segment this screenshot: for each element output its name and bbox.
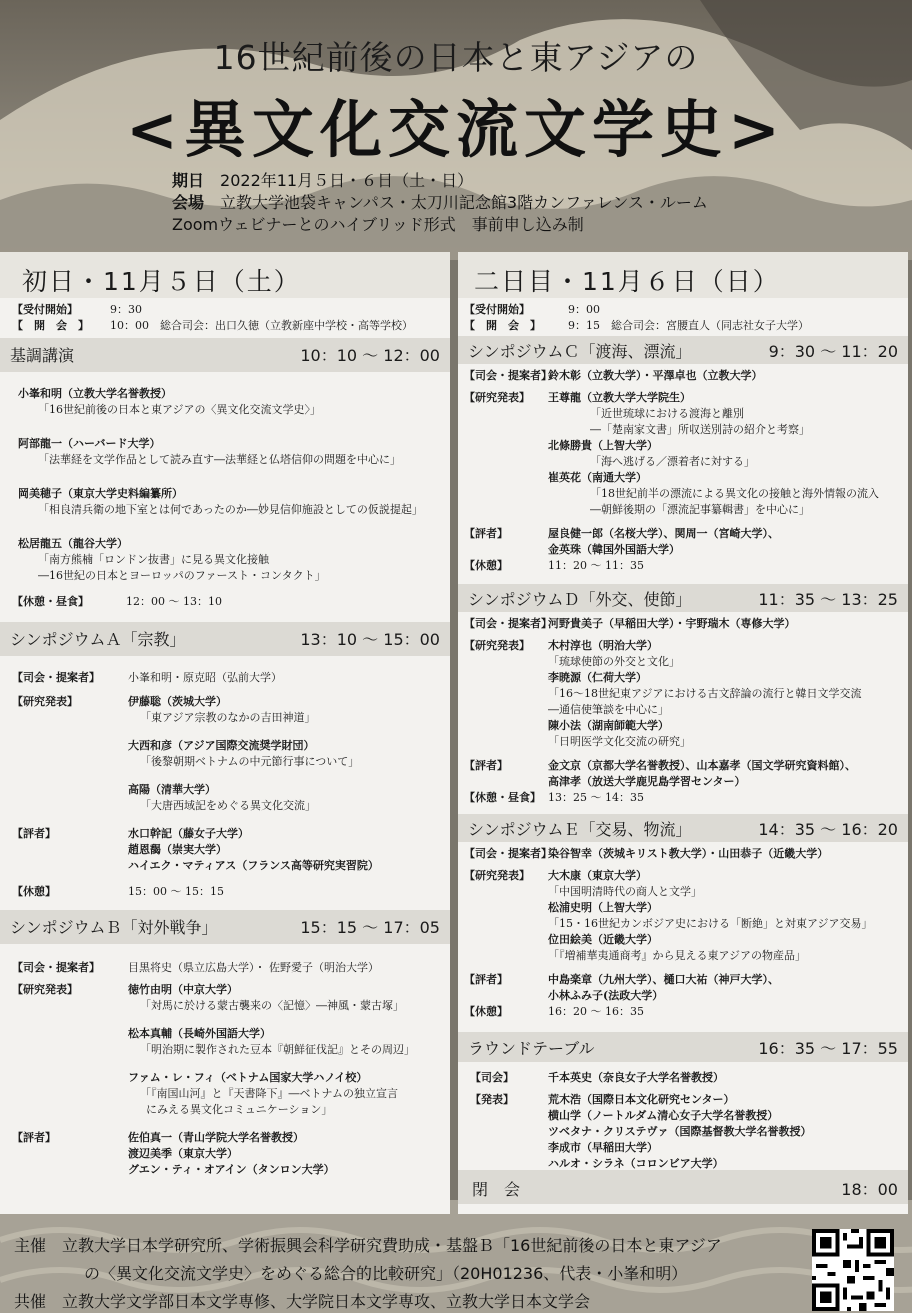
commentator-name: 屋良健一郎（名桜大学）、関周一（宮崎大学）、 [548, 527, 779, 540]
presenter-name: 横山学（ノートルダム清心女子大学名誉教授） [548, 1109, 779, 1122]
venue-label: 会場 [172, 193, 205, 212]
symposium-a-title: シンポジウムＡ「宗教」 [10, 630, 186, 649]
presenter-name: 李暁源（仁荷大学） [548, 671, 647, 684]
lunch-break [0, 594, 450, 622]
presenter-name: ファム・レ・フィ（ベトナム国家大学ハノイ校） [128, 1071, 368, 1084]
keynote-header [0, 338, 450, 372]
organizer-line: 主催 立教大学日本学研究所、学術振興会科学研究費助成・基盤Ｂ「16世紀前後の日本と東アジア [14, 1236, 722, 1255]
commentator-label: 【評者】 [12, 827, 56, 840]
day1-opening [0, 298, 450, 338]
presenter-name: ハルオ・シラネ（コロンビア大学） [548, 1157, 724, 1170]
presenter-name: 陳小法（湖南師範大学） [548, 719, 669, 732]
commentator-name: 中島楽章（九州大学）、樋口大祐（神戸大学）、 [548, 973, 779, 986]
commentator-label: 【評者】 [464, 527, 508, 540]
day2-column [458, 252, 908, 1214]
commentator-name: 金英珠（韓国外国語大学） [548, 543, 680, 556]
symposium-b-title: シンポジウムＢ「対外戦争」 [10, 918, 218, 937]
keynote-talk-title: 「相良清兵衛の地下室とは何であったのか―妙見信仰施設としての仮説提起」 [38, 503, 423, 516]
roundtable-time: 16：35 〜 17：55 [758, 1039, 898, 1058]
commentator-name: 趙恩馤（崇実大学） [128, 843, 227, 856]
break-label: 【休憩】 [12, 885, 56, 898]
presenter-name: 木村淳也（明治大学） [548, 639, 658, 652]
main-title: <異文化交流文学史> [126, 93, 786, 166]
keynote-talk-title: 「16世紀前後の日本と東アジアの〈異文化交流文学史〉」 [38, 403, 322, 416]
reception-time: 9：00 [568, 303, 600, 316]
symposium-a-header [0, 622, 450, 656]
presentation-title: 「『南国山河』と『天書降下』―ベトナムの独立宣言 [140, 1087, 398, 1100]
keynote-title: 基調講演 [10, 346, 75, 365]
presenter-name: 徳竹由明（中京大学） [128, 983, 238, 996]
commentator-name: ハイエク・マティアス（フランス高等研究実習院） [128, 859, 379, 872]
break-time: 13：25 〜 14：35 [548, 791, 644, 804]
presentation-title: 「対馬に於ける蒙古襲来の〈記憶〉―神風・蒙古塚」 [140, 999, 404, 1012]
commentator-label: 【評者】 [12, 1131, 56, 1144]
presentation-title: ―通信使筆談を中心に」 [548, 703, 669, 716]
presentation-title: 「16〜18世紀東アジアにおける古文辞論の流行と韓日文学交流 [548, 687, 862, 700]
presentation-title: 「15・16世紀カンボジア史における「断絶」と対東アジア交易」 [548, 917, 873, 930]
presentation-title: 「琉球使節の外交と文化」 [548, 655, 680, 668]
closing-label: 閉 会 [472, 1180, 521, 1199]
lunch-label: 【休憩・昼食】 [12, 595, 89, 608]
presentation-title: 「近世琉球における渡海と離別 [590, 407, 744, 420]
presenter-name: 伊藤聡（茨城大学） [128, 695, 227, 708]
presentation-label: 【研究発表】 [464, 869, 530, 882]
roundtable-title: ラウンドテーブル [468, 1039, 595, 1058]
organizer-line-cont: の〈異文化交流文学史〉をめぐる総合的比較研究」（20H01236、代表・小峯和明） [84, 1264, 688, 1283]
opening-label: 【 開 会 】 [12, 319, 89, 332]
symposium-b-body [0, 944, 450, 1194]
presentation-title: 「18世紀前半の漂流による異文化の接触と海外情報の流入 [590, 487, 879, 500]
reception-label: 【受付開始】 [464, 303, 530, 316]
roundtable-header [458, 1032, 908, 1062]
symposium-d-body [458, 612, 908, 814]
keynote-speaker: 松居龍五（龍谷大学） [18, 537, 128, 550]
presentation-label: 【研究発表】 [12, 695, 78, 708]
chair-names: 千本英史（奈良女子大学名誉教授） [548, 1071, 724, 1084]
presentation-label: 【研究発表】 [464, 639, 530, 652]
symposium-c-title: シンポジウムＣ「渡海、漂流」 [468, 342, 692, 361]
presenter-name: ツベタナ・クリステヴァ（国際基督教大学名誉教授） [548, 1125, 812, 1138]
event-format: Zoomウェビナーとのハイブリッド形式 事前申し込み制 [172, 215, 584, 234]
symposium-e-header [458, 814, 908, 842]
presenter-name: 松浦史明（上智大学） [548, 901, 658, 914]
symposium-d-time: 11：35 〜 13：25 [758, 590, 898, 609]
symposium-c-time: 9：30 〜 11：20 [768, 342, 898, 361]
subtitle: 16世紀前後の日本と東アジアの [213, 38, 699, 77]
chair-label: 【司会・提案者】 [12, 961, 100, 974]
keynote-talks [0, 372, 450, 594]
reception-time: 9：30 [110, 303, 142, 316]
opening-value: 9：15 総合司会：宮腰直人（同志社女子大学） [568, 319, 809, 332]
presentation-title: 「東アジア宗教のなかの吉田神道」 [140, 711, 316, 724]
chair-label: 【司会】 [470, 1071, 514, 1084]
day1-header: 初日・11月５日（土） [0, 252, 450, 298]
event-venue: 立教大学池袋キャンパス・太刀川記念館3階カンファレンス・ルーム [220, 193, 708, 212]
commentator-name: グエン・ティ・オアイン（タンロン大学） [128, 1163, 335, 1176]
commentator-name: 佐伯真一（青山学院大学名誉教授） [128, 1131, 304, 1144]
presentation-title: 「『増補華夷通商考』から見える東アジアの物産品」 [548, 949, 807, 962]
symposium-b-header [0, 910, 450, 944]
keynote-speaker: 岡美穂子（東京大学史料編纂所） [18, 487, 183, 500]
symposium-e-time: 14：35 〜 16：20 [758, 820, 898, 839]
presentation-title: ―「楚南家文書」所収送別詩の紹介と考察」 [590, 423, 810, 436]
day2-header: 二日目・11月６日（日） [458, 252, 908, 298]
footer [0, 1215, 912, 1313]
presentation-title: 「大唐西域記をめぐる異文化交流」 [140, 799, 316, 812]
cosponsor-line: 共催 立教大学文学部日本文学専修、大学院日本文学専攻、立教大学日本文学会 [14, 1292, 591, 1311]
symposium-a-body [0, 656, 450, 910]
event-date: 2022年11月５日・６日（土・日） [220, 171, 474, 190]
presentation-title: 「中国明清時代の商人と文学」 [548, 885, 702, 898]
break-label: 【休憩】 [464, 1005, 508, 1018]
presentation-title-cont: にみえる異文化コミュニケーション」 [146, 1103, 333, 1116]
commentator-name: 水口幹記（藤女子大学） [128, 827, 249, 840]
chair-names: 染谷智幸（茨城キリスト教大学）・山田恭子（近畿大学） [548, 847, 829, 860]
presenter-name: 王尊龍（立教大学大学院生） [548, 391, 691, 404]
presentation-title: 「明治期に製作された豆本『朝鮮征伐記』とその周辺」 [140, 1043, 415, 1056]
commentator-name: 高津孝（放送大学鹿児島学習センター） [548, 775, 746, 788]
event-info [172, 170, 708, 236]
chair-label: 【司会・提案者】 [12, 671, 100, 684]
keynote-talk-subtitle: ―16世紀の日本とヨーロッパのファースト・コンタクト」 [38, 569, 326, 582]
chair-names: 河野貴美子（早稲田大学）・宇野瑞木（専修大学） [548, 617, 796, 630]
lunch-time: 12：00 〜 13：10 [126, 595, 222, 608]
symposium-a-time: 13：10 〜 15：00 [300, 630, 440, 649]
symposium-b-time: 15：15 〜 17：05 [300, 918, 440, 937]
keynote-speaker: 阿部龍一（ハーバード大学） [18, 437, 161, 450]
presenter-name: 大木康（東京大学） [548, 869, 647, 882]
chair-names: 目黒将史（県立広島大学）・ 佐野愛子（明治大学） [128, 961, 379, 974]
closing-row [458, 1170, 908, 1204]
day2-opening [458, 298, 908, 336]
presentation-label: 【研究発表】 [464, 391, 530, 404]
chair-label: 【司会・提案者】 [464, 369, 552, 382]
chair-names: 鈴木彰（立教大学）・平澤卓也（立教大学） [548, 369, 763, 382]
day1-column [0, 252, 450, 1214]
commentator-name: 渡辺美季（東京大学） [128, 1147, 238, 1160]
commentator-name: 小林ふみ子(法政大学） [548, 989, 664, 1002]
presenter-name: 高陽（清華大学） [128, 783, 216, 796]
break-time: 11：20 〜 11：35 [548, 559, 644, 572]
keynote-time: 10：10 〜 12：00 [300, 346, 440, 365]
break-time: 15：00 〜 15：15 [128, 885, 224, 898]
presentation-label: 【研究発表】 [12, 983, 78, 996]
commentator-name: 金文京（京都大学名誉教授）、山本嘉孝（国文学研究資料館）、 [548, 759, 856, 772]
reception-label: 【受付開始】 [12, 303, 78, 316]
presenter-name: 荒木浩（国際日本文化研究センター） [548, 1093, 735, 1106]
keynote-talk-title: 「法華経を文学作品として読み直す―法華経と仏塔信仰の問題を中心に」 [38, 453, 401, 466]
symposium-c-header [458, 336, 908, 364]
symposium-c-body [458, 364, 908, 584]
closing-time: 18：00 [841, 1180, 898, 1199]
break-label: 【休憩・昼食】 [464, 791, 541, 804]
opening-value: 10：00 総合司会：出口久徳（立教新座中学校・高等学校） [110, 319, 413, 332]
commentator-label: 【評者】 [464, 973, 508, 986]
presentation-title: 「後黎朝期ベトナムの中元節行事について」 [140, 755, 360, 768]
symposium-d-title: シンポジウムＤ「外交、使節」 [468, 590, 692, 609]
presenter-name: 北條勝貴（上智大学） [548, 439, 658, 452]
presentation-label: 【発表】 [470, 1093, 514, 1106]
presentation-title: 「日明医学文化交流の研究」 [548, 735, 691, 748]
keynote-talk-title: 「南方熊楠「ロンドン抜書」に見る異文化接触 [38, 553, 269, 566]
presenter-name: 位田絵美（近畿大学） [548, 933, 658, 946]
presenter-name: 崔英花（南通大学） [548, 471, 647, 484]
presenter-name: 大西和彦（アジア国際交流奨学財団） [128, 739, 315, 752]
break-label: 【休憩】 [464, 559, 508, 572]
roundtable-body [458, 1062, 908, 1170]
break-time: 16：20 〜 16：35 [548, 1005, 644, 1018]
keynote-speaker: 小峯和明（立教大学名誉教授） [18, 387, 172, 400]
presentation-title: 「海へ逃げる／漂着者に対する」 [590, 455, 755, 468]
chair-names: 小峯和明・原克昭（弘前大学） [128, 671, 282, 684]
presenter-name: 松本真輔（長崎外国語大学） [128, 1027, 271, 1040]
commentator-label: 【評者】 [464, 759, 508, 772]
date-label: 期日 [172, 171, 205, 190]
chair-label: 【司会・提案者】 [464, 847, 552, 860]
symposium-e-body [458, 842, 908, 1032]
symposium-d-header [458, 584, 908, 612]
presenter-name: 李成市（早稲田大学） [548, 1141, 658, 1154]
chair-label: 【司会・提案者】 [464, 617, 552, 630]
presentation-title: ―朝鮮後期の「漂流記事纂輯書」を中心に」 [590, 503, 810, 516]
opening-label: 【 開 会 】 [464, 319, 541, 332]
symposium-e-title: シンポジウムＥ「交易、物流」 [468, 820, 692, 839]
